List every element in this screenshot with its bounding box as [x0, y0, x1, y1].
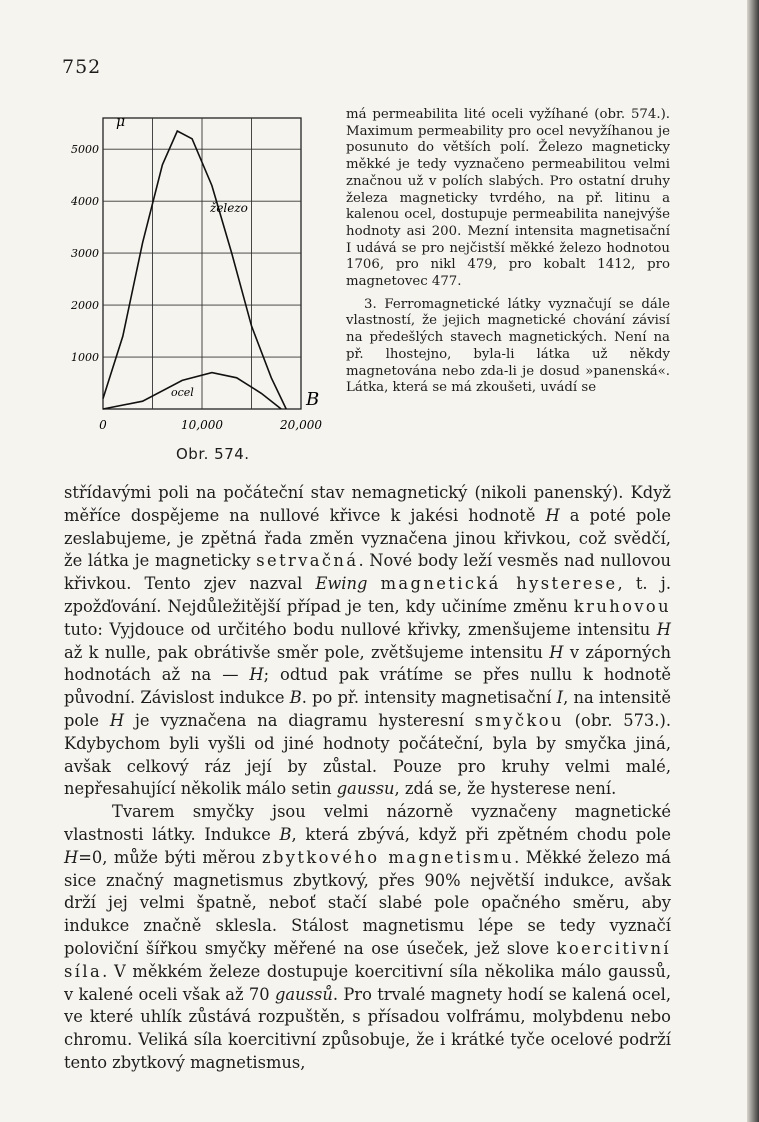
- x-tick-labels: [99, 418, 322, 432]
- y-tick-label: 4000: [71, 195, 99, 209]
- figure-caption: Obr. 574.: [176, 445, 250, 463]
- y-tick-labels: [70, 143, 99, 364]
- side-paragraph-1: má permeabilita lité oceli vyžíhané (obr. 574.). Maximum permeability pro ocel nevyžíhanou je posunuto do větších polí. Železo magneticky měkké je tedy vyznačeno permeabilitou velmi značnou už v polích slabých. Pro ostatní druhy železa magneticky tvrdého, na př. litinu a kalenou ocel, dostupuje permeabilita nanejvýše hodnoty asi 200. Mezní intensita magnetisační I udává se pro nejčistší měkké železo hodnotou 1706, pro nikl 479, pro kobalt 1412, pro magnetovec 477.: [346, 107, 670, 290]
- side-paragraph-2: 3. Ferromagnetické látky vyznačují se dále vlastností, že jejich magnetické chování závisí na předešlých stavech magnetických. Není na př. lhostejno, byla-li látka už někdy magnetována nebo zda-li je dosud »panenská«. Látka, která se má zkoušeti, uvádí se: [346, 296, 670, 396]
- x-axis-symbol: B: [306, 389, 320, 410]
- steel-curve-label: ocel: [171, 386, 194, 399]
- y-tick-label: 1000: [71, 351, 99, 365]
- page-number: 752: [62, 56, 102, 78]
- permeability-chart: [58, 100, 340, 445]
- main-paragraph-2: Tvarem smyčky jsou velmi názorně vyznačeny magnetické vlastnosti látky. Indukce B, která zbývá, když při zpětném chodu pole H=0, může býti měrou zbytkového magnetismu. Měkké železo má sice značný magnetismus zbytkový, přes 90% největší indukce, avšak drží jej velmi špatně, neboť stačí slabé pole opačného směru, aby indukce značně sklesla. Stálost magnetismu lépe se tedy vyznačí poloviční šířkou smyčky měřené na ose úseček, jež slove koercitivní síla. V měkkém železe dostupuje koercitivní síla několika málo gaussů, v kalené oceli však až 70 gaussů. Pro trvalé magnety hodí se kalená ocel, ve které uhlík zůstává rozpuštěn, s přísadou volfrámu, molybdenu nebo chromu. Veliká síla koercitivní způsobuje, že i krátké tyče ocelové podrží tento zbytkový magnetismus,: [64, 802, 671, 1072]
- iron-curve-label: železo: [210, 201, 248, 215]
- y-tick-label: 5000: [71, 143, 99, 157]
- iron-curve: [103, 131, 286, 409]
- side-column: [346, 107, 670, 397]
- chart-curves: [103, 131, 286, 409]
- x-tick-label: 0: [99, 418, 107, 432]
- y-tick-label: 2000: [71, 299, 99, 313]
- y-axis-symbol: μ: [116, 114, 126, 130]
- x-tick-label: 10,000: [181, 418, 223, 432]
- y-tick-label: 3000: [71, 247, 99, 261]
- page-edge-shadow: [747, 0, 759, 1122]
- main-column: [64, 482, 671, 1075]
- main-paragraph-1: střídavými poli na počáteční stav nemagnetický (nikoli panenský). Když měříce dospějeme na nullové křivce k jakési hodnotě H a poté pole zeslabujeme, je zpětná řada změn vyznačena jinou křivkou, což svědčí, že látka je magneticky setrvačná. Nové body leží vesměs nad nullovou křivkou. Tento zjev nazval Ewing magnetická hysterese, t. j. zpožďování. Nejdůležitější případ je ten, kdy učiníme změnu kruhovou tuto: Vyjdouce od určitého bodu nullové křivky, zmenšujeme intensitu H až k nulle, pak obrátivše směr pole, zvětšujeme intensitu H v záporných hodnotách až na — H; odtud pak vrátíme se přes nullu k hodnotě původní. Závislost indukce B. po př. intensity magnetisační I, na intensitě pole H je vyznačena na diagramu hysteresní smyčkou (obr. 573.). Kdybychom byli vyšli od jiné hodnoty počáteční, byla by smyčka jiná, avšak celkový ráz její by zůstal. Pouze pro kruhy velmi malé, nepřesahující několik málo setin gaussu, zdá se, že hysterese není.: [64, 483, 672, 799]
- permeability-figure: [58, 100, 340, 470]
- x-tick-label: 20,000: [280, 418, 322, 432]
